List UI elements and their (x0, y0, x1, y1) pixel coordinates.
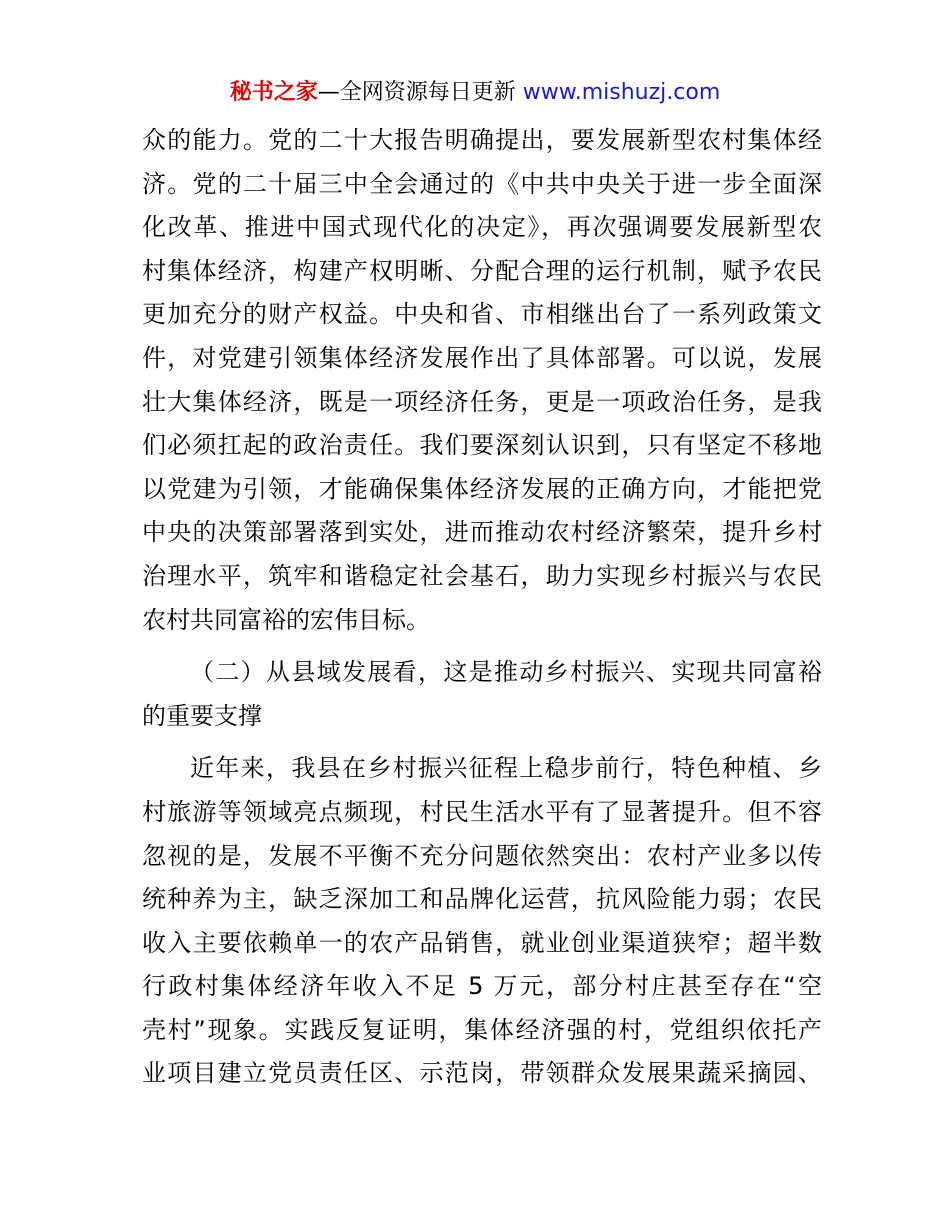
text-line: 更加充分的财产权益。中央和省、市相继出台了一系列政策文 (142, 300, 822, 329)
site-header (0, 76, 950, 110)
document-body (142, 119, 822, 1096)
text-line: 件，对党建引领集体经济发展作出了具体部署。可以说，发展 (142, 343, 822, 372)
paragraph-spacing (142, 738, 822, 747)
brand-name: 秘书之家 (229, 80, 318, 105)
text-line: 忽视的是，发展不平衡不充分问题依然突出：农村产业多以传 (142, 841, 822, 870)
text-line: 农村共同富裕的宏伟目标。 (142, 605, 430, 634)
site-tagline: —全网资源每日更新 (317, 80, 516, 105)
text-line: 收入主要依赖单一的农产品销售，就业创业渠道狭窄；超半数 (142, 928, 822, 957)
heading-line: （二）从县域发展看，这是推动乡村振兴、实现共同富裕 (190, 658, 822, 687)
heading-line: 的重要支撑 (142, 701, 262, 730)
text-line: 统种养为主，缺乏深加工和品牌化运营，抗风险能力弱；农民 (142, 885, 822, 914)
text-line: 村旅游等领域亮点频现，村民生活水平有了显著提升。但不容 (142, 797, 822, 826)
text-line: 壮大集体经济，既是一项经济任务，更是一项政治任务，是我 (142, 387, 822, 416)
text-line: 治理水平，筑牢和谐稳定社会基石，助力实现乡村振兴与农民 (142, 561, 822, 590)
section-heading (142, 651, 822, 738)
text-line: 化改革、推进中国式现代化的决定》，再次强调要发展新型农 (142, 213, 822, 242)
paragraph (142, 747, 822, 1096)
text-line: 业项目建立党员责任区、示范岗，带领群众发展果蔬采摘园、 (142, 1059, 822, 1088)
text-line: 济。党的二十届三中全会通过的《中共中央关于进一步全面深 (142, 169, 822, 198)
text-line: 中央的决策部署落到实处，进而推动农村经济繁荣，提升乡村 (142, 518, 822, 547)
text-line: 们必须扛起的政治责任。我们要深刻认识到，只有坚定不移地 (142, 431, 822, 460)
text-line: 以党建为引领，才能确保集体经济发展的正确方向，才能把党 (142, 474, 822, 503)
text-line: 近年来，我县在乡村振兴征程上稳步前行，特色种植、乡 (190, 754, 822, 783)
paragraph-spacing (142, 642, 822, 651)
text-line: 行政村集体经济年收入不足 5 万元，部分村庄甚至存在“空 (142, 972, 822, 1001)
paragraph (142, 119, 822, 642)
text-line: 村集体经济，构建产权明晰、分配合理的运行机制，赋予农民 (142, 256, 822, 285)
site-url-link[interactable]: www.mishuzj.com (522, 80, 721, 105)
text-line: 壳村”现象。实践反复证明，集体经济强的村，党组织依托产 (142, 1015, 822, 1044)
text-line: 众的能力。党的二十大报告明确提出，要发展新型农村集体经 (142, 126, 822, 154)
